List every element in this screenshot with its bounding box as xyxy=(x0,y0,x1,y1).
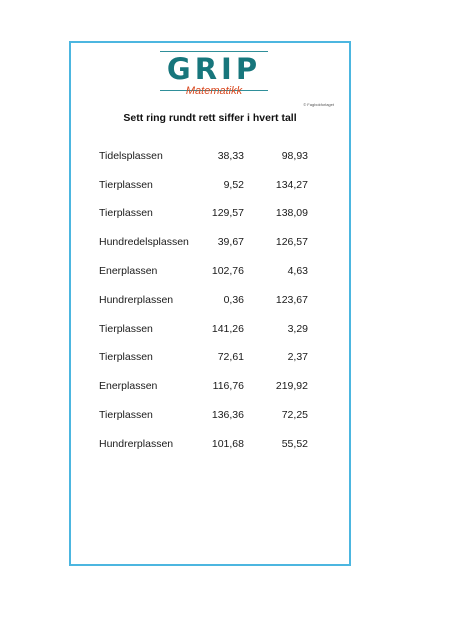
number-a[interactable]: 136,36 xyxy=(211,409,244,421)
place-label: Tierplassen xyxy=(99,179,153,191)
number-b[interactable]: 138,09 xyxy=(275,207,308,219)
number-b[interactable]: 72,25 xyxy=(281,409,308,421)
number-b[interactable]: 3,29 xyxy=(287,323,308,335)
number-b[interactable]: 4,63 xyxy=(287,265,308,277)
number-b[interactable]: 123,67 xyxy=(275,294,308,306)
exercise-row xyxy=(0,293,455,307)
place-label: Hundrerplassen xyxy=(99,294,174,306)
place-label: Tierplassen xyxy=(99,409,153,421)
exercise-row xyxy=(0,322,455,336)
exercise-row xyxy=(0,379,455,393)
exercise-row xyxy=(0,264,455,278)
exercise-row xyxy=(0,178,455,192)
number-a[interactable]: 129,57 xyxy=(211,207,244,219)
exercise-row xyxy=(0,235,455,249)
number-b[interactable]: 55,52 xyxy=(281,438,308,450)
place-label: Hundrerplassen xyxy=(99,438,174,450)
number-a[interactable]: 0,36 xyxy=(223,294,244,306)
grip-logo xyxy=(160,51,268,101)
place-label: Tidelsplassen xyxy=(99,150,163,162)
number-a[interactable]: 39,67 xyxy=(217,236,244,248)
number-a[interactable]: 72,61 xyxy=(217,351,244,363)
number-b[interactable]: 2,37 xyxy=(287,351,308,363)
exercise-row xyxy=(0,350,455,364)
number-b[interactable]: 98,93 xyxy=(281,150,308,162)
copyright-notice: © Fagbokforlaget xyxy=(303,102,334,107)
number-a[interactable]: 102,76 xyxy=(211,265,244,277)
number-a[interactable]: 38,33 xyxy=(217,150,244,162)
number-a[interactable]: 116,76 xyxy=(212,380,244,392)
number-b[interactable]: 134,27 xyxy=(275,179,308,191)
number-a[interactable]: 101,68 xyxy=(211,438,244,450)
place-label: Enerplassen xyxy=(99,380,158,392)
logo-wordmark: GRIP xyxy=(166,52,262,86)
exercise-row xyxy=(0,408,455,422)
place-label: Tierplassen xyxy=(99,323,153,335)
place-label: Hundredelsplassen xyxy=(99,236,189,248)
logo-subtitle: Matematikk xyxy=(185,85,243,97)
exercise-row xyxy=(0,206,455,220)
exercise-row xyxy=(0,437,455,451)
place-label: Enerplassen xyxy=(99,265,158,277)
number-b[interactable]: 126,57 xyxy=(275,236,308,248)
number-a[interactable]: 141,26 xyxy=(211,323,244,335)
place-label: Tierplassen xyxy=(99,207,153,219)
exercise-row xyxy=(0,149,455,163)
number-b[interactable]: 219,92 xyxy=(275,380,308,392)
number-a[interactable]: 9,52 xyxy=(223,179,244,191)
place-label: Tierplassen xyxy=(99,351,153,363)
worksheet-title: Sett ring rundt rett siffer i hvert tall xyxy=(123,112,297,124)
